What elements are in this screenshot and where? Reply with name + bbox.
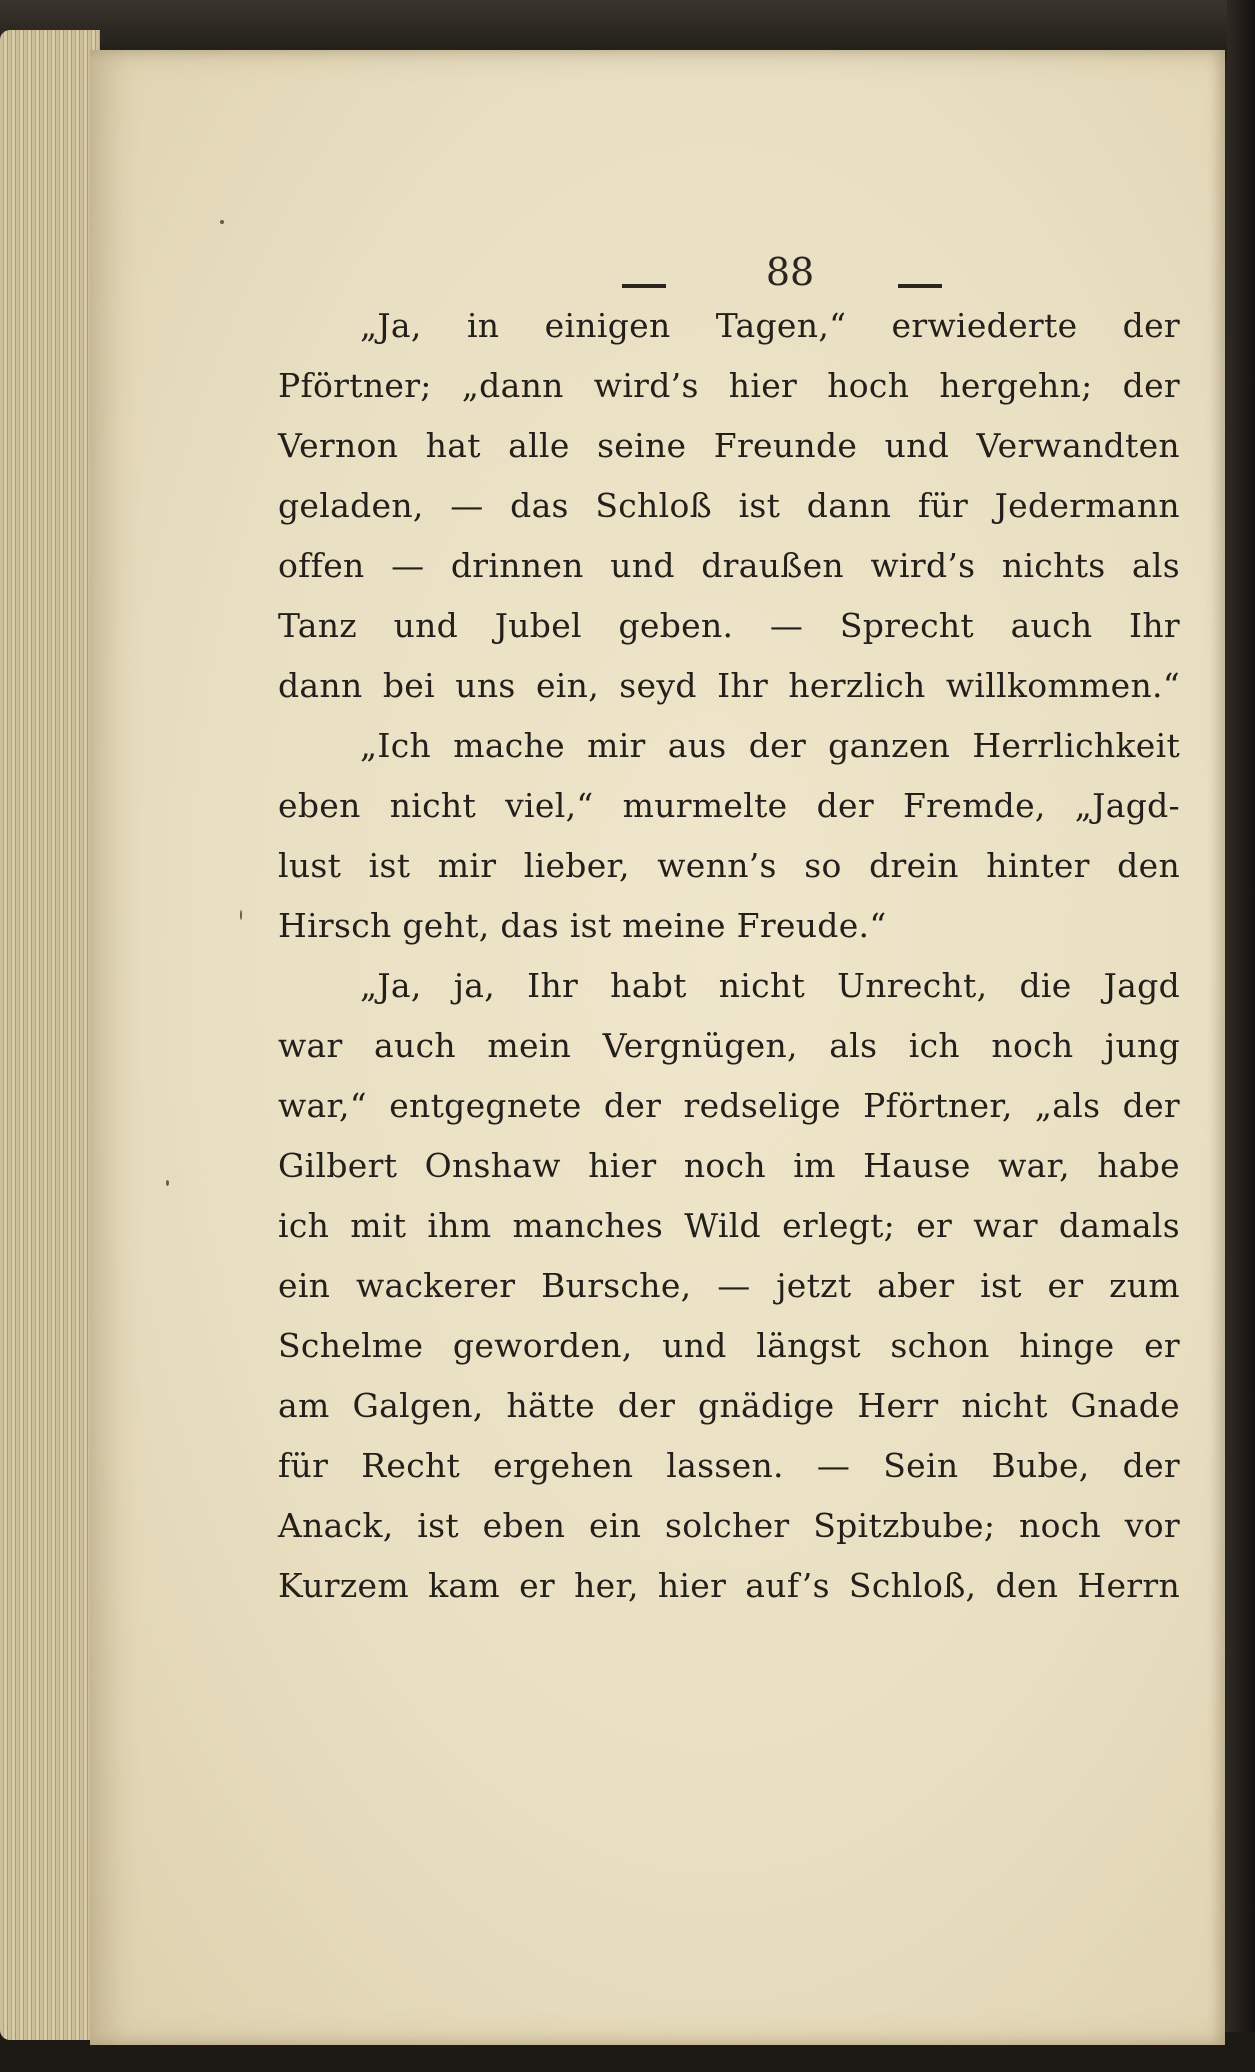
text-line: ein wackerer Bursche, — jetzt aber ist er zum bbox=[278, 1266, 1180, 1305]
text-line: für Recht ergehen lassen. — Sein Bube, der bbox=[278, 1446, 1180, 1485]
text-line: offen — drinnen und draußen wird’s nichts als bbox=[278, 546, 1180, 585]
text-line: ich mit ihm manches Wild erlegt; er war damals bbox=[278, 1206, 1180, 1245]
header-dash-left bbox=[622, 284, 666, 288]
speck bbox=[220, 220, 224, 224]
text-line: Vernon hat alle seine Freunde und Verwandten bbox=[278, 426, 1180, 465]
book-cover-right bbox=[1227, 0, 1255, 2072]
speck bbox=[240, 910, 242, 920]
text-line: am Galgen, hätte der gnädige Herr nicht Gnade bbox=[278, 1386, 1180, 1425]
text-line: war auch mein Vergnügen, als ich noch jung bbox=[278, 1026, 1180, 1065]
page-edges bbox=[0, 30, 100, 2040]
header-dash-right bbox=[898, 284, 942, 288]
text-line: „Ja, in einigen Tagen,“ erwiederte der bbox=[360, 306, 1180, 345]
text-line: Gilbert Onshaw hier noch im Hause war, habe bbox=[278, 1146, 1180, 1185]
text-line: Schelme geworden, und längst schon hinge er bbox=[278, 1326, 1180, 1365]
text-line: Hirsch geht, das ist meine Freude.“ bbox=[278, 906, 887, 945]
text-line: dann bei uns ein, seyd Ihr herzlich willkommen.“ bbox=[278, 666, 1180, 705]
text-line: „Ich mache mir aus der ganzen Herrlichkeit bbox=[360, 726, 1180, 765]
text-line: geladen, — das Schloß ist dann für Jedermann bbox=[278, 486, 1180, 525]
text-line: war,“ entgegnete der redselige Pförtner, „als der bbox=[278, 1086, 1180, 1125]
page-number: 88 bbox=[765, 250, 815, 294]
text-line: Kurzem kam er her, hier auf’s Schloß, den Herrn bbox=[278, 1566, 1180, 1605]
text-line: Tanz und Jubel geben. — Sprecht auch Ihr bbox=[278, 606, 1180, 645]
text-line: eben nicht viel,“ murmelte der Fremde, „Jagd- bbox=[278, 786, 1180, 825]
speck bbox=[166, 1180, 169, 1186]
text-line: lust ist mir lieber, wenn’s so drein hinter den bbox=[278, 846, 1180, 885]
text-line: Pförtner; „dann wird’s hier hoch hergehn; der bbox=[278, 366, 1180, 405]
text-line: „Ja, ja, Ihr habt nicht Unrecht, die Jagd bbox=[360, 966, 1180, 1005]
text-line: Anack, ist eben ein solcher Spitzbube; noch vor bbox=[278, 1506, 1180, 1545]
body-text bbox=[278, 296, 1180, 1616]
